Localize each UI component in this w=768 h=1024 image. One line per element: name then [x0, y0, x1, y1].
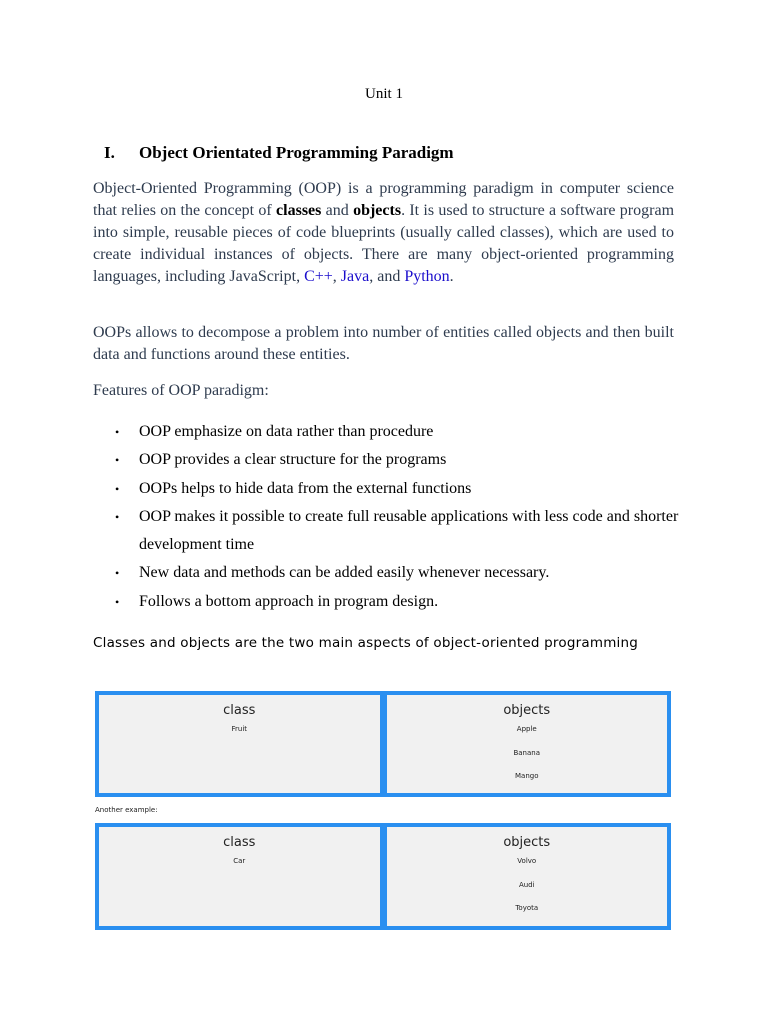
- objects-header: objects: [503, 835, 551, 850]
- text-run: .: [449, 268, 454, 285]
- list-item-text: OOP emphasize on data rather than procedure: [139, 423, 434, 440]
- class-header: class: [223, 703, 256, 718]
- list-item-text: OOP provides a clear structure for the programs: [139, 451, 447, 469]
- bullet-icon: •: [115, 509, 120, 524]
- class-header: class: [223, 835, 256, 850]
- heading-title: Object Orientated Programming Paradigm: [139, 143, 454, 162]
- class-item: Fruit: [231, 725, 248, 733]
- example-table-fruit: [95, 691, 671, 797]
- list-item: [115, 446, 685, 474]
- list-item: [115, 503, 685, 560]
- cpp-link[interactable]: C++: [304, 268, 333, 285]
- aspects-text: Classes and objects are the two main aspects of object-oriented programming: [93, 635, 639, 651]
- class-cell: [99, 695, 380, 793]
- class-item: Car: [233, 857, 246, 865]
- features-intro: Features of OOP paradigm:: [93, 382, 269, 399]
- object-item: Banana: [513, 749, 541, 757]
- intro-paragraph: [93, 178, 674, 288]
- list-item: [115, 588, 685, 616]
- list-item: [115, 475, 685, 503]
- object-item: Volvo: [517, 857, 537, 865]
- object-item: Apple: [516, 725, 537, 733]
- java-link[interactable]: Java: [340, 268, 370, 285]
- heading-number: I.: [104, 143, 115, 162]
- text-run: Object-Oriented Programming (OOP) is a programming paradigm in computer science that relies on the concept of: [93, 180, 674, 219]
- objects-bold: objects: [353, 202, 402, 219]
- list-item: [115, 559, 685, 587]
- oops-paragraph: OOPs allows to decompose a problem into number of entities called objects and then built data and functions around these entities.: [93, 324, 674, 363]
- bullet-icon: •: [115, 481, 120, 496]
- objects-cell: [387, 695, 668, 793]
- section-heading: [104, 143, 454, 163]
- object-item: Audi: [518, 881, 535, 889]
- objects-header: objects: [503, 703, 551, 718]
- bullet-icon: •: [115, 566, 120, 581]
- list-item-text: OOP makes it possible to create full reusable applications with less code and shorter development time: [139, 507, 679, 554]
- object-item: Mango: [515, 772, 539, 780]
- bullet-icon: •: [115, 594, 120, 609]
- text-run: and: [321, 202, 354, 219]
- list-item-text: New data and methods can be added easily whenever necessary.: [139, 564, 550, 582]
- list-item-text: OOPs helps to hide data from the external functions: [139, 479, 472, 497]
- text-run: ,: [332, 268, 341, 285]
- python-link[interactable]: Python: [404, 268, 450, 285]
- list-item-text: Follows a bottom approach in program design.: [139, 592, 439, 610]
- classes-bold: classes: [276, 202, 322, 219]
- text-run: , and: [369, 268, 405, 285]
- features-list: [115, 418, 685, 616]
- unit-label: Unit 1: [365, 86, 403, 102]
- objects-cell: [387, 827, 668, 926]
- text-run: . It is used to structure a software program into simple, reusable pieces of code blueprints (usually called classes), which are used to create individual instances of objects. There are many object-oriented programming languages, including JavaScript,: [93, 202, 675, 285]
- bullet-icon: •: [115, 453, 120, 468]
- class-cell: [99, 827, 380, 926]
- bullet-icon: •: [115, 425, 120, 439]
- another-example-label: Another example:: [95, 806, 158, 814]
- example-table-car: [95, 823, 671, 930]
- object-item: Toyota: [515, 904, 539, 912]
- list-item: [115, 418, 685, 446]
